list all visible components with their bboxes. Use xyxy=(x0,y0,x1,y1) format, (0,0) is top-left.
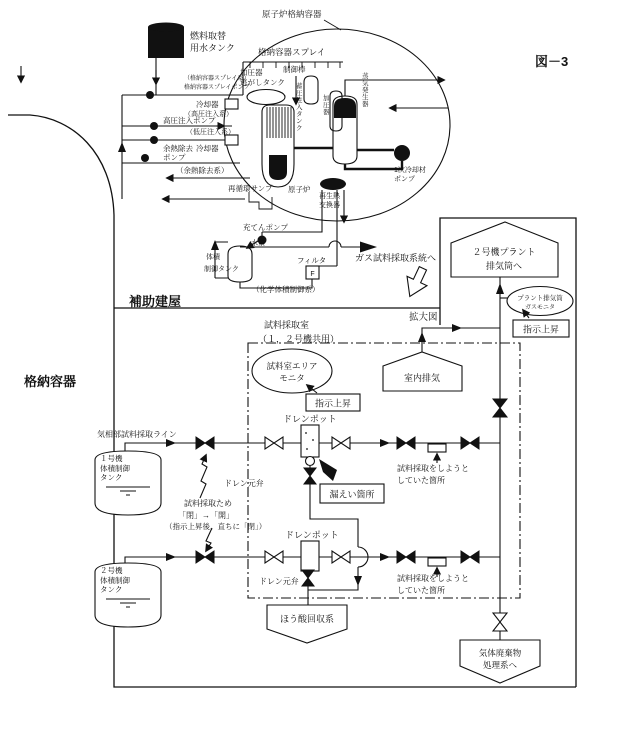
room-exhaust-pentagon xyxy=(383,352,462,391)
lp-system-label: （低圧注入系） xyxy=(186,129,235,136)
vct-label-1: 体積 xyxy=(206,254,220,261)
relief-tank-label-1: 加圧器 xyxy=(240,68,263,77)
containment-wall-outline xyxy=(8,115,576,687)
filter-label: フィルタ xyxy=(297,256,327,265)
sampling-room-title-2: （１，２号機共用） xyxy=(258,334,340,344)
cooler-hp-label: 冷却器 xyxy=(196,100,219,109)
drain-pot-1 xyxy=(301,425,319,466)
spray-header-label: 格納容器スプレイ xyxy=(258,47,326,57)
indication-rise-label-right: 指示上昇 xyxy=(522,324,560,335)
enlarged-view-arrow xyxy=(400,264,433,301)
attempt1-label-1: 試料採取をしようと xyxy=(397,464,469,473)
cooler-lp-label: 冷却器 xyxy=(196,144,219,153)
waste-valve-top xyxy=(493,613,507,622)
sampling-room-title-1: 試料採取室 xyxy=(264,320,310,330)
sample-point-2 xyxy=(428,558,446,566)
closed-valve-1b xyxy=(461,437,479,449)
steam-out-line xyxy=(345,80,444,96)
figure-title: 図－3 xyxy=(535,54,569,69)
vct-label-2: 制御タンク xyxy=(204,266,239,273)
steam-generator-label: 蒸気発生器 xyxy=(362,73,369,108)
cooler-hp-symbol xyxy=(225,99,238,109)
room-exhaust-line xyxy=(418,324,500,352)
accumulator-label: 蓄圧注入タンク xyxy=(296,83,303,132)
area-monitor-ellipse xyxy=(252,349,332,393)
relief-tank-label-2: 逃がしタンク xyxy=(240,78,285,87)
primary-pump-label-1: 1次冷却材 xyxy=(394,167,426,174)
tank2-label-1: ２号機 xyxy=(100,566,123,575)
isolation-valve-2 xyxy=(196,551,214,563)
rhr-pump-label-1: 余熱除去 xyxy=(163,144,193,153)
containment-label: 格納容器 xyxy=(24,374,77,389)
waste-system-label-2: 処理系へ xyxy=(482,660,518,670)
valve-op-label-2: 「閉」→「開」 xyxy=(178,511,234,520)
hp-system-label: （高圧注入系） xyxy=(184,111,233,118)
spray-system-label-1: （格納容器スプレイ系） xyxy=(184,76,250,82)
room-exhaust-label: 室内排気 xyxy=(403,373,441,383)
open-valve-2b xyxy=(332,551,350,563)
control-rod-label: 制御棒 xyxy=(283,65,306,74)
pressurizer-label: 加圧器 xyxy=(323,95,330,116)
vct-vessel xyxy=(228,246,252,282)
cooler-lp-symbol xyxy=(225,135,238,145)
lightning-1 xyxy=(200,455,207,498)
indication-rise-label-room: 指示上昇 xyxy=(314,398,352,409)
recirc-sump-label: 再循環サンプ xyxy=(228,184,273,193)
lightning-2 xyxy=(206,528,212,551)
waste-system-label-1: 気体廃棄物 xyxy=(478,648,522,658)
recirc-sump-symbol xyxy=(249,192,272,209)
spray-system-label-2: 格納容器スプレイポンプ xyxy=(184,85,250,91)
open-valve-2a xyxy=(265,551,283,563)
rhr-pump-label-2: ポンプ xyxy=(163,153,186,162)
primary-pump-symbol xyxy=(394,145,410,161)
refueling-water-tank xyxy=(148,23,184,96)
charging-pump-label: 充てんポンプ xyxy=(243,223,288,232)
drain-main-valve-1-label: ドレン元弁 xyxy=(224,479,264,488)
leak-location-label: 漏えい箇所 xyxy=(329,489,375,500)
regen-hx-symbol xyxy=(320,178,346,190)
drain-crossover-arrow xyxy=(354,576,362,586)
drain-main-valve-2-label: ドレン元弁 xyxy=(259,577,299,586)
reactor-vessel xyxy=(262,105,294,187)
containment-title: 原子炉格納容器 xyxy=(262,9,322,19)
area-monitor-label-2: モニタ xyxy=(279,373,305,383)
open-valve-1a xyxy=(265,437,283,449)
boric-acid-label: ほう酸回収系 xyxy=(279,614,335,624)
filter-symbol-text: F xyxy=(310,271,315,278)
unit2-stack-label-2: 排気筒へ xyxy=(485,261,523,271)
valve-op-label-1: 試料採取ため xyxy=(184,499,232,508)
stack-monitor-label-2: ガスモニタ xyxy=(524,305,556,311)
stack-monitor-label-1: プラント排気筒 xyxy=(517,295,563,302)
relief-tank xyxy=(247,90,285,105)
cvcs-label: （化学体積制御系） xyxy=(252,285,320,294)
leak-pointer-hand xyxy=(319,459,337,481)
drain-main-valve-2 xyxy=(302,570,314,586)
gas-sampling-dest-label: ガス試料採取系統へ xyxy=(355,253,437,263)
reactor-label: 原子炉 xyxy=(288,185,311,194)
tank1-label-3: タンク xyxy=(100,473,123,482)
drain-pot-2-label: ドレンポット xyxy=(285,530,339,540)
drain-main-valve-1 xyxy=(304,468,316,484)
primary-pump-label-2: ポンプ xyxy=(394,176,415,183)
area-monitor-label-1: 試料室エリア xyxy=(266,361,318,371)
closed-valve-1a xyxy=(397,437,415,449)
aux-building-label: 補助建屋 xyxy=(129,294,182,309)
cvcs-circuit xyxy=(211,190,377,288)
boric-acid-pentagon xyxy=(267,605,347,643)
unit2-stack-label-1: ２号機プラント xyxy=(472,247,536,257)
steam-generator-vessel xyxy=(333,96,357,164)
isolation-valve-1 xyxy=(196,437,214,449)
tank2-label-3: タンク xyxy=(100,585,123,594)
hp-pump-label: 高圧注入ポンプ xyxy=(163,116,216,125)
tank1-label-2: 体積制御 xyxy=(100,464,130,473)
tank1-label-1: １号機 xyxy=(100,454,123,463)
waste-valve-bottom xyxy=(493,622,507,631)
tank2-label-2: 体積制御 xyxy=(100,576,130,585)
primary-loop xyxy=(294,145,410,169)
regen-hx-label-2: 交換器 xyxy=(319,202,340,209)
gas-line-label: 気相部試料採取ライン xyxy=(97,430,177,439)
attempt2-label-1: 試料採取をしようと xyxy=(397,574,469,583)
drain-pot-2 xyxy=(301,541,319,571)
attempt1-label-2: していた箇所 xyxy=(397,476,445,485)
enlarged-view-label: 拡大図 xyxy=(409,312,438,323)
attempt2-label-2: していた箇所 xyxy=(397,586,445,595)
fuel-tank-label-1: 燃料取替 xyxy=(190,31,227,41)
stack-line xyxy=(496,277,508,613)
open-valve-1b xyxy=(332,437,350,449)
closed-valve-2a xyxy=(397,551,415,563)
closed-valve-2b xyxy=(461,551,479,563)
hydrogen-label: 水素 xyxy=(251,240,265,247)
gas-line-arrow xyxy=(360,242,377,253)
stack-valve xyxy=(493,399,507,417)
drain-pot-1-label: ドレンポット xyxy=(283,414,337,424)
valve-note-label: （指示上昇後、直ちに「閉」） xyxy=(165,522,267,531)
rhr-system-label: （余熱除去系） xyxy=(176,166,229,175)
accumulator-vessel xyxy=(304,76,318,104)
sample-point-1 xyxy=(428,444,446,452)
regen-hx-label-1: 再生熱 xyxy=(319,193,340,200)
fuel-tank-label-2: 用水タンク xyxy=(190,43,235,53)
